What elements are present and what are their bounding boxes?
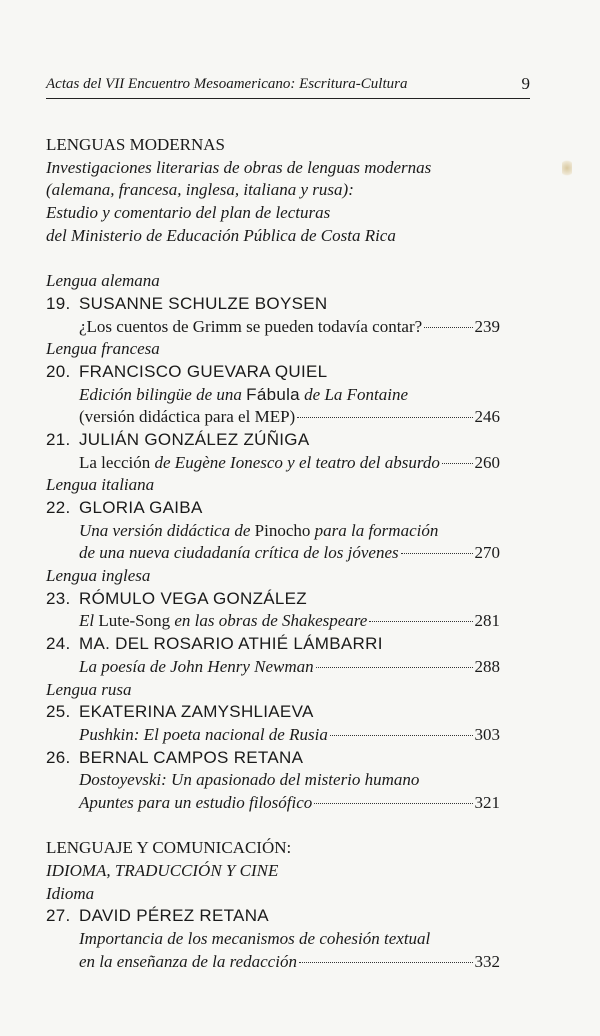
group-label: Idioma: [46, 883, 95, 903]
entry-number: 26.: [46, 747, 71, 767]
toc-entry-title[interactable]: [46, 316, 500, 339]
dot-leader: [369, 621, 472, 622]
toc-entry-author: [46, 905, 500, 928]
table-of-contents: [46, 134, 500, 973]
entry-page: 270: [474, 543, 500, 563]
toc-entry-author: [46, 497, 500, 520]
group-label: Lengua alemana: [46, 271, 160, 291]
toc-entry-title[interactable]: [46, 542, 500, 565]
author-name: EKATERINA ZAMYSHLIAEVA: [79, 702, 314, 722]
dot-leader: [316, 667, 473, 668]
toc-entry-title: Dostoyevski: Un apasionado del misterio humano: [79, 770, 420, 790]
entry-title: ¿Los cuentos de Grimm se pueden todavía contar?: [79, 316, 423, 336]
entry-page: 303: [474, 724, 500, 744]
dot-leader: [424, 327, 472, 328]
entry-title: La poesía de John Henry Newman: [79, 656, 314, 676]
page-number: 9: [521, 74, 530, 93]
dot-leader: [314, 803, 472, 804]
entry-title-part: El: [79, 611, 95, 631]
toc-entry-title: Importancia de los mecanismos de cohesión textual: [79, 929, 431, 949]
entry-title-part: Lute-Song: [98, 611, 171, 631]
entry-number: 27.: [46, 906, 71, 926]
section-subtitle-line: del Ministerio de Educación Pública de Costa Rica: [46, 225, 396, 245]
entry-number: 20.: [46, 361, 71, 381]
entry-title-part: La lección: [79, 452, 151, 472]
toc-entry-author: [46, 429, 500, 452]
dot-leader: [330, 735, 473, 736]
toc-entry-author: [46, 361, 500, 384]
section-subheading: IDIOMA, TRADUCCIÓN Y CINE: [46, 861, 279, 880]
entry-title: [79, 610, 367, 633]
entry-page: 260: [474, 452, 500, 472]
entry-page: 332: [474, 951, 500, 971]
group-label: Lengua francesa: [46, 339, 160, 359]
entry-title-part: Edición bilingüe de una: [79, 384, 242, 404]
entry-title-part: Fábula: [246, 384, 300, 404]
entry-title-part: Una versión didáctica de: [79, 520, 251, 540]
toc-entry-title[interactable]: [46, 452, 500, 475]
group-label: Lengua inglesa: [46, 566, 151, 586]
entry-title: Apuntes para un estudio filosófico: [79, 792, 313, 812]
running-header: [46, 74, 530, 99]
dot-leader: [401, 553, 473, 554]
section-subtitle-line: (alemana, francesa, inglesa, italiana y rusa):: [46, 180, 354, 200]
entry-title: en la enseñanza de la redacción: [79, 951, 297, 971]
author-name: MA. DEL ROSARIO ATHIÉ LÁMBARRI: [79, 634, 383, 654]
dot-leader: [297, 417, 472, 418]
entry-page: 239: [474, 316, 500, 336]
toc-entry-title: [46, 520, 500, 543]
toc-entry-title[interactable]: [46, 656, 500, 679]
toc-entry-author: [46, 633, 500, 656]
toc-entry-title[interactable]: [46, 792, 500, 815]
entry-title-part: Pinocho: [254, 520, 311, 540]
section-subtitle-line: Investigaciones literarias de obras de lenguas modernas: [46, 157, 432, 177]
toc-entry-author: [46, 747, 500, 770]
header-title: Actas del VII Encuentro Mesoamericano: Escritura-Cultura: [46, 76, 408, 92]
entry-number: 21.: [46, 429, 71, 449]
entry-number: 19.: [46, 293, 71, 313]
group-label: Lengua rusa: [46, 679, 132, 699]
toc-entry-title[interactable]: [46, 610, 500, 633]
dot-leader: [442, 463, 473, 464]
author-name: FRANCISCO GUEVARA QUIEL: [79, 361, 328, 381]
toc-entry-author: [46, 701, 500, 724]
entry-title-part: de Eugène Ionesco y el teatro del absurdo: [154, 452, 440, 472]
author-name: SUSANNE SCHULZE BOYSEN: [79, 293, 328, 313]
paper-stain: [562, 158, 572, 178]
entry-page: 288: [474, 656, 500, 676]
entry-number: 25.: [46, 702, 71, 722]
group-label: Lengua italiana: [46, 475, 155, 495]
entry-title: (versión didáctica para el MEP): [79, 407, 296, 427]
author-name: BERNAL CAMPOS RETANA: [79, 747, 304, 767]
toc-entry-title[interactable]: [46, 724, 500, 747]
entry-page: 246: [474, 407, 500, 427]
entry-number: 24.: [46, 634, 71, 654]
entry-number: 23.: [46, 588, 71, 608]
author-name: JULIÁN GONZÁLEZ ZÚÑIGA: [79, 429, 310, 449]
entry-title: de una nueva ciudadanía crítica de los jóvenes: [79, 543, 399, 563]
entry-title-part: para la formación: [314, 520, 439, 540]
dot-leader: [299, 962, 473, 963]
toc-entry-title[interactable]: [46, 951, 500, 974]
entry-page: 321: [474, 792, 500, 812]
toc-entry-author: [46, 588, 500, 611]
author-name: GLORIA GAIBA: [79, 498, 203, 517]
section-heading: LENGUAJE Y COMUNICACIÓN:: [46, 838, 292, 858]
author-name: RÓMULO VEGA GONZÁLEZ: [79, 588, 307, 608]
entry-title-part: La Fontaine: [324, 384, 409, 404]
entry-title: Pushkin: El poeta nacional de Rusia: [79, 724, 328, 744]
section-subtitle-line: Estudio y comentario del plan de lecturas: [46, 203, 331, 223]
entry-title-part: en las obras de Shakespeare: [174, 611, 368, 631]
entry-page: 281: [474, 611, 500, 631]
toc-entry-author: [46, 293, 500, 316]
toc-entry-title: [46, 384, 500, 407]
author-name: DAVID PÉREZ RETANA: [79, 906, 269, 926]
entry-title-part: de: [304, 384, 321, 404]
section-heading: LENGUAS MODERNAS: [46, 135, 225, 154]
toc-entry-title[interactable]: [46, 406, 500, 429]
entry-number: 22.: [46, 498, 71, 517]
entry-title: [79, 452, 440, 475]
